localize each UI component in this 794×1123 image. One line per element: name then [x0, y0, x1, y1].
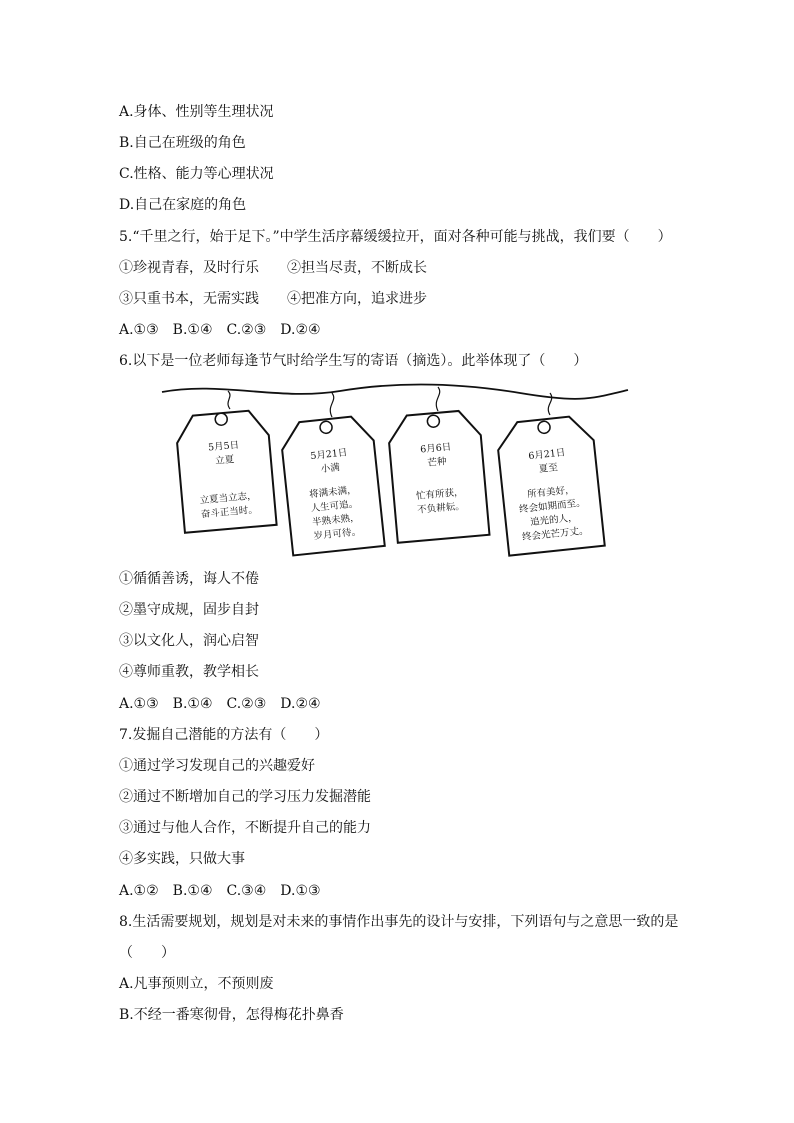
tag-verse-line: 半熟未熟， — [311, 512, 361, 529]
q6-statement-3: ③以文化人，润心启智 — [119, 633, 259, 649]
tag-date: 5月5日 — [207, 439, 240, 454]
q7-statement-4: ④多实践，只做大事 — [119, 851, 245, 867]
q5-statements-1-2: ①珍视青春，及时行乐 ②担当尽责，不断成长 — [119, 260, 427, 276]
solar-term-tags-illustration — [160, 379, 630, 559]
q6-choices: A.①③ B.①④ C.②③ D.②④ — [119, 696, 321, 712]
q7-statement-3: ③通过与他人合作，不断提升自己的能力 — [119, 820, 371, 836]
tag-term: 芒种 — [427, 456, 447, 469]
tag-verse-line: 将满未满， — [308, 484, 358, 501]
tag-date: 5月21日 — [309, 447, 348, 463]
tag-verse-line: 人生可追。 — [310, 498, 359, 515]
q7-statement-1: ①通过学习发现自己的兴趣爱好 — [119, 758, 315, 774]
question-8-blank: （ ） — [119, 945, 175, 961]
q7-statement-2: ②通过不断增加自己的学习压力发掘潜能 — [119, 789, 371, 805]
question-5-stem: 5.“千里之行，始于足下。”中学生活序幕缓缓拉开，面对各种可能与挑战，我们要（ ） — [119, 229, 672, 245]
q8-option-b: B.不经一番寒彻骨，怎得梅花扑鼻香 — [119, 1007, 344, 1023]
q7-choices: A.①② B.①④ C.③④ D.①③ — [119, 883, 321, 899]
q5-statements-3-4: ③只重书本，无需实践 ④把准方向，追求进步 — [119, 291, 427, 307]
tag-verse-line: 不负耕耘。 — [416, 500, 466, 516]
tag-verse-line: 忙有所获， — [415, 486, 464, 502]
q5-choices: A.①③ B.①④ C.②③ D.②④ — [119, 322, 321, 338]
q8-option-a: A.凡事预则立，不预则废 — [119, 976, 274, 992]
tag-xiaoman — [279, 393, 384, 555]
question-7-stem: 7.发掘自己潜能的方法有（ ） — [119, 727, 329, 743]
tag-verse-line: 终会光芒万丈。 — [521, 525, 589, 544]
tag-term: 夏至 — [538, 462, 559, 476]
tag-verse-line: 追光的人， — [529, 512, 579, 529]
option-d-q4: D.自己在家庭的角色 — [119, 197, 247, 213]
tag-xiazhi — [495, 393, 604, 556]
question-6-stem: 6.以下是一位老师每逢节气时给学生写的寄语（摘选）。此举体现了（ ） — [119, 353, 588, 369]
q6-statement-2: ②墨守成规，固步自封 — [119, 602, 259, 618]
option-b-q4: B.自己在班级的角色 — [119, 135, 246, 151]
tag-mangzhong — [387, 387, 490, 543]
hanging-string — [162, 384, 628, 398]
option-c-q4: C.性格、能力等心理状况 — [119, 166, 274, 182]
tag-verse-line: 奋斗正当时。 — [200, 504, 259, 521]
tag-date: 6月6日 — [419, 441, 452, 456]
option-a-q4: A.身体、性别等生理状况 — [119, 104, 274, 120]
question-8-stem: 8.生活需要规划，规划是对未来的事情作出事先的设计与安排，下列语句与之意思一致的是 — [119, 914, 679, 930]
tag-lixia — [175, 391, 277, 533]
tag-term: 立夏 — [214, 454, 235, 467]
tag-verse-line: 终会如期而至。 — [518, 497, 587, 516]
tag-verse-line: 岁月可待。 — [313, 526, 362, 543]
tag-term: 小满 — [320, 462, 341, 476]
q6-statement-4: ④尊师重教，教学相长 — [119, 664, 259, 680]
tag-verse-line: 所有美好， — [526, 484, 576, 501]
tag-date: 6月21日 — [527, 447, 566, 463]
tag-verse-line: 立夏当立志， — [199, 490, 258, 507]
q6-statement-1: ①循循善诱，诲人不倦 — [119, 571, 259, 587]
